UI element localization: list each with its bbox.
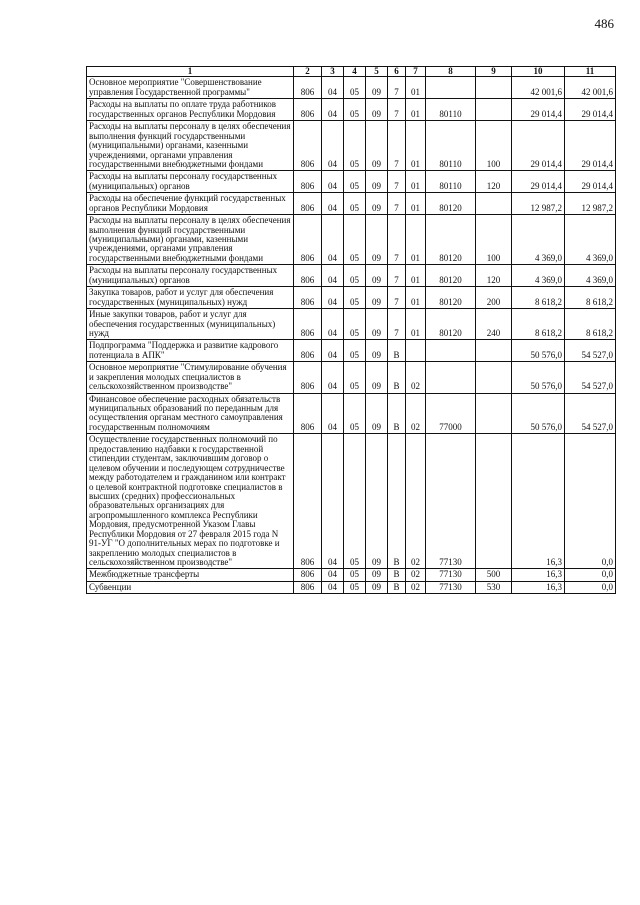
program-code: 09 <box>366 215 388 265</box>
subprogram-code: 7 <box>388 215 406 265</box>
amount-year-2: 12 987,2 <box>565 193 616 215</box>
subprogram-code: 7 <box>388 193 406 215</box>
direction-code: 77000 <box>426 393 476 434</box>
subprogram-code: В <box>388 434 406 569</box>
table-row <box>87 287 616 309</box>
event-code: 01 <box>406 193 426 215</box>
expense-description: Основное мероприятие "Совершенствование управления Государственной программы" <box>87 77 294 99</box>
amount-year-2: 8 618,2 <box>565 287 616 309</box>
amount-year-1: 16,3 <box>512 569 565 581</box>
subsection-code: 05 <box>344 265 366 287</box>
column-header: 11 <box>565 67 616 77</box>
subprogram-code: 7 <box>388 287 406 309</box>
table-row <box>87 121 616 171</box>
subprogram-code: 7 <box>388 99 406 121</box>
header-row <box>87 67 616 77</box>
subprogram-code: В <box>388 340 406 362</box>
direction-code: 77130 <box>426 569 476 581</box>
subsection-code: 05 <box>344 434 366 569</box>
subprogram-code: В <box>388 569 406 581</box>
event-code: 02 <box>406 362 426 393</box>
expense-description: Иные закупки товаров, работ и услуг для обеспечения государственных (муниципальных) нужд <box>87 309 294 340</box>
amount-year-1: 4 369,0 <box>512 265 565 287</box>
amount-year-2: 54 527,0 <box>565 362 616 393</box>
subsection-code: 05 <box>344 193 366 215</box>
expense-type-code: 500 <box>476 569 512 581</box>
event-code: 01 <box>406 121 426 171</box>
table-row <box>87 99 616 121</box>
program-code: 09 <box>366 393 388 434</box>
table-row <box>87 434 616 569</box>
subprogram-code: 7 <box>388 121 406 171</box>
program-code: 09 <box>366 362 388 393</box>
event-code: 01 <box>406 309 426 340</box>
event-code <box>406 340 426 362</box>
expense-description: Подпрограмма "Поддержка и развитие кадрового потенциала в АПК" <box>87 340 294 362</box>
event-code: 01 <box>406 77 426 99</box>
expense-description: Закупка товаров, работ и услуг для обеспечения государственных (муниципальных) нужд <box>87 287 294 309</box>
subprogram-code: В <box>388 581 406 593</box>
expense-description: Расходы на выплаты персоналу государственных (муниципальных) органов <box>87 265 294 287</box>
ministry-code: 806 <box>294 340 322 362</box>
section-code: 04 <box>322 99 344 121</box>
ministry-code: 806 <box>294 581 322 593</box>
program-code: 09 <box>366 309 388 340</box>
direction-code: 80110 <box>426 121 476 171</box>
program-code: 09 <box>366 581 388 593</box>
subprogram-code: 7 <box>388 309 406 340</box>
program-code: 09 <box>366 121 388 171</box>
expense-type-code <box>476 99 512 121</box>
column-header: 2 <box>294 67 322 77</box>
section-code: 04 <box>322 569 344 581</box>
subsection-code: 05 <box>344 215 366 265</box>
page-number: 486 <box>594 16 614 31</box>
column-header: 3 <box>322 67 344 77</box>
column-header: 1 <box>87 67 294 77</box>
expense-type-code: 200 <box>476 287 512 309</box>
table-row <box>87 569 616 581</box>
expense-description: Расходы на выплаты персоналу в целях обеспечения выполнения функций государственными (муниципальными) органами, казенными учреждениями, органами управления государственными внебюджетными фондами <box>87 215 294 265</box>
event-code: 02 <box>406 393 426 434</box>
subsection-code: 05 <box>344 362 366 393</box>
amount-year-2: 0,0 <box>565 581 616 593</box>
table-row <box>87 393 616 434</box>
subsection-code: 05 <box>344 99 366 121</box>
event-code: 01 <box>406 265 426 287</box>
program-code: 09 <box>366 287 388 309</box>
subsection-code: 05 <box>344 309 366 340</box>
section-code: 04 <box>322 215 344 265</box>
amount-year-2: 54 527,0 <box>565 393 616 434</box>
direction-code: 80120 <box>426 287 476 309</box>
subsection-code: 05 <box>344 340 366 362</box>
program-code: 09 <box>366 340 388 362</box>
amount-year-1: 16,3 <box>512 434 565 569</box>
direction-code: 80110 <box>426 171 476 193</box>
section-code: 04 <box>322 434 344 569</box>
ministry-code: 806 <box>294 193 322 215</box>
amount-year-1: 8 618,2 <box>512 309 565 340</box>
section-code: 04 <box>322 193 344 215</box>
table-body <box>87 77 616 594</box>
direction-code: 80120 <box>426 309 476 340</box>
table-row <box>87 581 616 593</box>
expense-description: Субвенции <box>87 581 294 593</box>
expense-type-code: 530 <box>476 581 512 593</box>
expense-type-code <box>476 362 512 393</box>
expense-description: Основное мероприятие "Стимулирование обучения и закрепления молодых специалистов в сельскохозяйственном производстве" <box>87 362 294 393</box>
amount-year-1: 50 576,0 <box>512 340 565 362</box>
column-header: 5 <box>366 67 388 77</box>
expense-description: Расходы на обеспечение функций государственных органов Республики Мордовия <box>87 193 294 215</box>
expense-type-code <box>476 340 512 362</box>
expense-description: Расходы на выплаты персоналу государственных (муниципальных) органов <box>87 171 294 193</box>
expense-type-code: 100 <box>476 215 512 265</box>
amount-year-1: 12 987,2 <box>512 193 565 215</box>
direction-code <box>426 340 476 362</box>
amount-year-1: 29 014,4 <box>512 121 565 171</box>
ministry-code: 806 <box>294 362 322 393</box>
direction-code: 80120 <box>426 193 476 215</box>
column-header: 8 <box>426 67 476 77</box>
subsection-code: 05 <box>344 77 366 99</box>
amount-year-2: 54 527,0 <box>565 340 616 362</box>
section-code: 04 <box>322 309 344 340</box>
column-header: 6 <box>388 67 406 77</box>
amount-year-2: 4 369,0 <box>565 265 616 287</box>
ministry-code: 806 <box>294 287 322 309</box>
ministry-code: 806 <box>294 121 322 171</box>
subsection-code: 05 <box>344 121 366 171</box>
program-code: 09 <box>366 434 388 569</box>
section-code: 04 <box>322 77 344 99</box>
amount-year-1: 8 618,2 <box>512 287 565 309</box>
program-code: 09 <box>366 193 388 215</box>
amount-year-1: 29 014,4 <box>512 171 565 193</box>
amount-year-1: 29 014,4 <box>512 99 565 121</box>
section-code: 04 <box>322 121 344 171</box>
table-row <box>87 171 616 193</box>
table-row <box>87 193 616 215</box>
event-code: 02 <box>406 581 426 593</box>
amount-year-1: 50 576,0 <box>512 393 565 434</box>
subprogram-code: 7 <box>388 77 406 99</box>
amount-year-2: 0,0 <box>565 434 616 569</box>
table-row <box>87 77 616 99</box>
event-code: 02 <box>406 434 426 569</box>
section-code: 04 <box>322 287 344 309</box>
expense-type-code <box>476 393 512 434</box>
table-row <box>87 362 616 393</box>
column-header: 4 <box>344 67 366 77</box>
amount-year-2: 4 369,0 <box>565 215 616 265</box>
direction-code: 80120 <box>426 215 476 265</box>
subprogram-code: 7 <box>388 171 406 193</box>
direction-code: 80110 <box>426 99 476 121</box>
subsection-code: 05 <box>344 393 366 434</box>
amount-year-1: 50 576,0 <box>512 362 565 393</box>
amount-year-1: 4 369,0 <box>512 215 565 265</box>
section-code: 04 <box>322 340 344 362</box>
amount-year-2: 8 618,2 <box>565 309 616 340</box>
program-code: 09 <box>366 265 388 287</box>
table-row <box>87 215 616 265</box>
ministry-code: 806 <box>294 99 322 121</box>
direction-code: 77130 <box>426 434 476 569</box>
amount-year-2: 42 001,6 <box>565 77 616 99</box>
subsection-code: 05 <box>344 171 366 193</box>
expense-type-code <box>476 77 512 99</box>
expense-type-code <box>476 434 512 569</box>
ministry-code: 806 <box>294 171 322 193</box>
expense-description: Расходы на выплаты персоналу в целях обеспечения выполнения функций государственными (муниципальными) органами, казенными учреждениями, органами управления государственными внебюджетными фондами <box>87 121 294 171</box>
ministry-code: 806 <box>294 569 322 581</box>
amount-year-2: 29 014,4 <box>565 99 616 121</box>
ministry-code: 806 <box>294 434 322 569</box>
expense-type-code <box>476 193 512 215</box>
amount-year-2: 29 014,4 <box>565 121 616 171</box>
table-row <box>87 309 616 340</box>
ministry-code: 806 <box>294 265 322 287</box>
direction-code: 77130 <box>426 581 476 593</box>
ministry-code: 806 <box>294 309 322 340</box>
section-code: 04 <box>322 265 344 287</box>
expense-description: Межбюджетные трансферты <box>87 569 294 581</box>
ministry-code: 806 <box>294 393 322 434</box>
ministry-code: 806 <box>294 215 322 265</box>
budget-table <box>86 66 616 594</box>
ministry-code: 806 <box>294 77 322 99</box>
expense-type-code: 240 <box>476 309 512 340</box>
event-code: 01 <box>406 287 426 309</box>
direction-code <box>426 362 476 393</box>
amount-year-2: 29 014,4 <box>565 171 616 193</box>
expense-description: Финансовое обеспечение расходных обязательств муниципальных образований по переданным для осуществления органам местного самоуправления государственным полномочиям <box>87 393 294 434</box>
expense-type-code: 120 <box>476 265 512 287</box>
expense-description: Расходы на выплаты по оплате труда работников государственных органов Республики Мордовия <box>87 99 294 121</box>
program-code: 09 <box>366 171 388 193</box>
subsection-code: 05 <box>344 581 366 593</box>
section-code: 04 <box>322 171 344 193</box>
section-code: 04 <box>322 393 344 434</box>
event-code: 02 <box>406 569 426 581</box>
amount-year-1: 16,3 <box>512 581 565 593</box>
subprogram-code: 7 <box>388 265 406 287</box>
column-header: 9 <box>476 67 512 77</box>
event-code: 01 <box>406 171 426 193</box>
expense-type-code: 100 <box>476 121 512 171</box>
subsection-code: 05 <box>344 569 366 581</box>
section-code: 04 <box>322 362 344 393</box>
section-code: 04 <box>322 581 344 593</box>
column-header: 10 <box>512 67 565 77</box>
program-code: 09 <box>366 77 388 99</box>
table-row <box>87 265 616 287</box>
expense-type-code: 120 <box>476 171 512 193</box>
event-code: 01 <box>406 215 426 265</box>
program-code: 09 <box>366 99 388 121</box>
subsection-code: 05 <box>344 287 366 309</box>
subprogram-code: В <box>388 362 406 393</box>
program-code: 09 <box>366 569 388 581</box>
table-row <box>87 340 616 362</box>
subprogram-code: В <box>388 393 406 434</box>
amount-year-1: 42 001,6 <box>512 77 565 99</box>
event-code: 01 <box>406 99 426 121</box>
expense-description: Осуществление государственных полномочий по предоставлению надбавки к государственной стипендии студентам, заключившим договор о целевом обучении и последующем сотрудничестве между работодателем и гражданином или контракт о целевой контрактной подготовке специалистов в высших (средних) профессиональных образовательных организациях для агропромышленного комплекса Республики Мордовия, предусмотренной Указом Главы Республики Мордовия от 27 февраля 2015 года N 91-УГ "О дополнительных мерах по подготовке и закреплению молодых специалистов в сельскохозяйственном производстве" <box>87 434 294 569</box>
amount-year-2: 0,0 <box>565 569 616 581</box>
direction-code <box>426 77 476 99</box>
direction-code: 80120 <box>426 265 476 287</box>
column-header: 7 <box>406 67 426 77</box>
